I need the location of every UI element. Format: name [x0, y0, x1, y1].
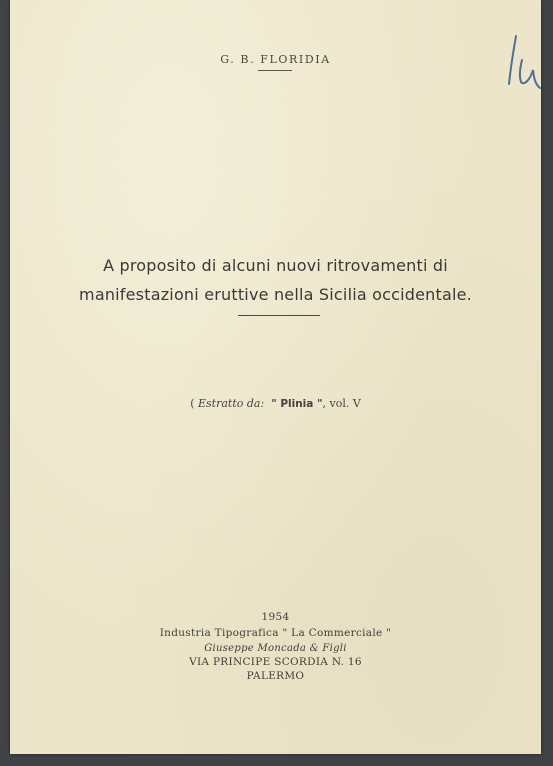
handwritten-mark: [500, 30, 544, 92]
author-underline: [258, 70, 292, 71]
title-divider: [238, 315, 320, 316]
publication-year: 1954: [261, 611, 290, 623]
extract-open-paren: (: [190, 397, 195, 410]
printer-address: VIA PRINCIPE SCORDIA N. 16: [189, 656, 362, 668]
printer-city: PALERMO: [246, 670, 305, 682]
author-name: G. B. FLORIDIA: [220, 53, 331, 66]
handwritten-stroke-2: [520, 60, 540, 88]
document-page: [10, 0, 541, 754]
journal-name: " Plinia ": [271, 398, 323, 410]
title-line-1: A proposito di alcuni nuovi ritrovamenti di: [103, 256, 448, 275]
journal-volume: , vol. V: [322, 397, 361, 410]
extract-note: [10, 397, 541, 410]
title-line-2: manifestazioni eruttive nella Sicilia occidentale.: [79, 285, 472, 304]
printer-name: Industria Tipografica " La Commerciale ": [159, 627, 392, 639]
publisher-name: Giuseppe Moncada & Figli: [204, 643, 347, 654]
extract-label: Estratto da:: [198, 397, 265, 410]
handwritten-stroke-1: [509, 36, 516, 84]
